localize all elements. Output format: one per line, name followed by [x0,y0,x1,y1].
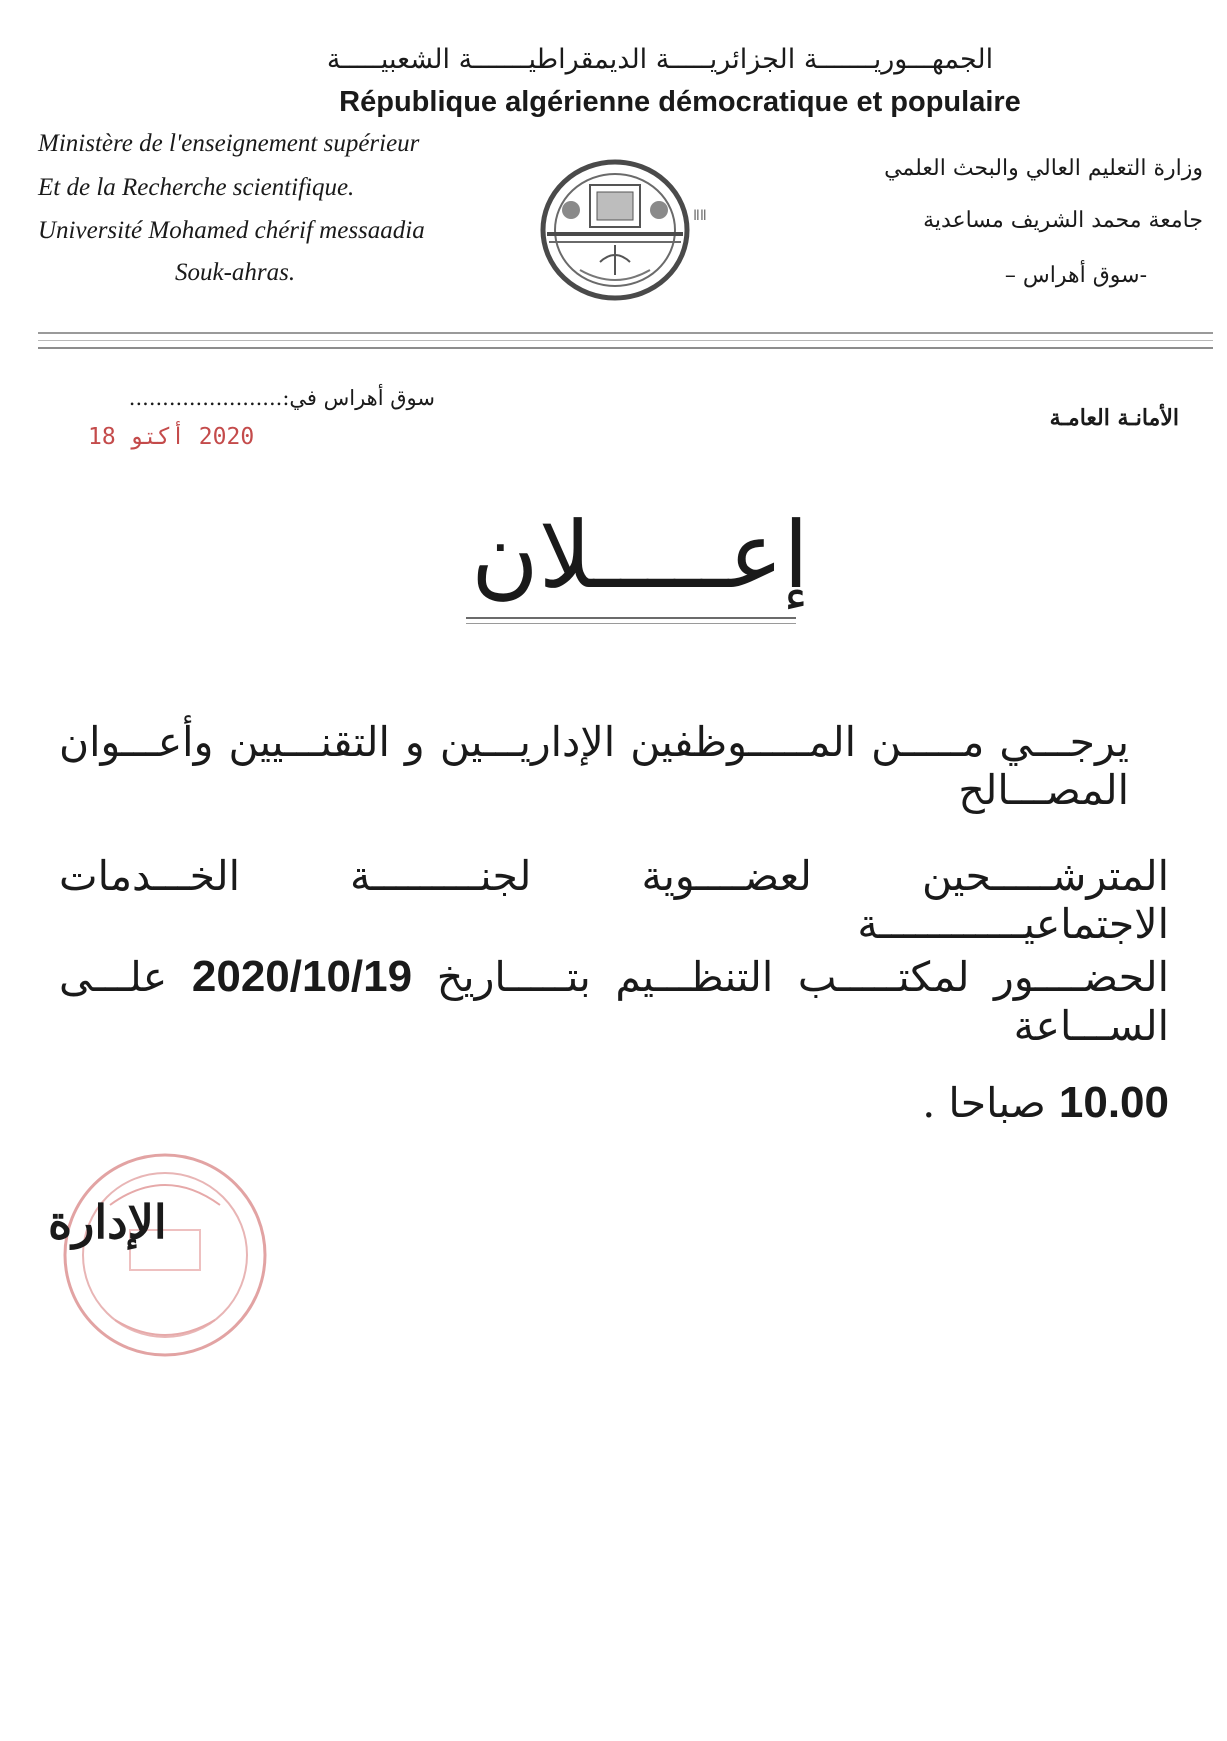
meeting-date: 2020/10/19 [191,952,413,1001]
date-stamp: 2020 أكتو 18 [88,424,255,450]
announcement-line3 [59,952,1169,1050]
announcement-title: إعـــــلان [471,502,809,609]
place-date-line: سوق أهراس في:....................... [128,386,435,410]
university-seal-logo [525,150,715,305]
arabic-republic-name: الجمهـــوريـــــــة الجزائريـــــة الديمقراطيـــــــة الشعبيـــــة [326,44,994,75]
line3-part-b: علـــى الســـاعة [59,953,1169,1050]
header-divider [38,340,1213,341]
french-republic-name: République algérienne démocratique et populaire [339,86,1021,118]
header-divider [38,332,1213,334]
line4-rest: صباحا . [922,1079,1046,1127]
title-underline [466,617,796,619]
meeting-time: 10.00 [1058,1078,1169,1127]
arabic-ministry: وزارة التعليم العالي والبحث العلمي [884,156,1203,181]
arabic-city: -سوق أهراس – [1004,263,1147,288]
administration-signature: الإدارة [48,1195,167,1249]
french-ministry-line1: Ministère de l'enseignement supérieur [38,130,420,157]
general-secretariat: الأمانـة العامـة [1049,405,1179,431]
announcement-line4 [922,1078,1169,1128]
header-divider [38,347,1213,349]
french-university-name: Université Mohamed chérif messaadia [38,217,425,244]
announcement-line1: يرجـــي مـــــن المـــــوظفين الإداريـــين و التقنـــيين وأعـــوان المصـــالح [59,718,1129,814]
french-city: Souk-ahras. [175,259,296,286]
svg-text:ⅡⅡ: ⅡⅡ [693,208,707,224]
title-underline [466,623,796,624]
announcement-line2: المترشـــــحين لعضــــوية لجنـــــــــة الخـــدمات الاجتماعيــــــــــــة [59,852,1169,948]
arabic-university-name: جامعة محمد الشريف مساعدية [923,208,1203,233]
administration-stamp [50,1135,280,1375]
french-ministry-line2: Et de la Recherche scientifique. [38,174,355,201]
line3-part-a: الحضــــور لمكتـــــب التنظـــيم بتـــــاريخ [436,953,1169,1001]
